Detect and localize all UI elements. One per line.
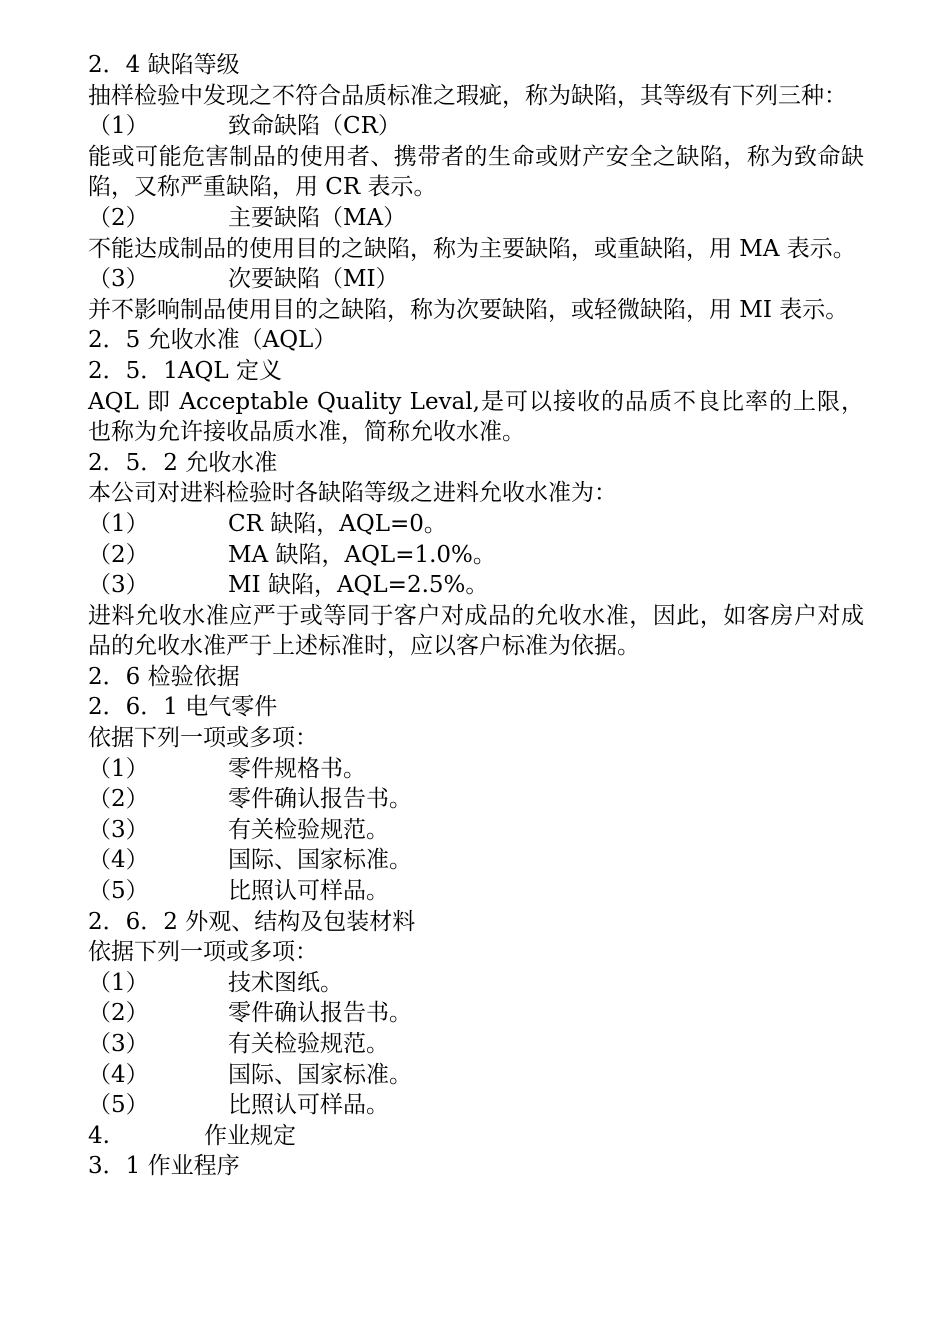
list-item — [88, 1060, 864, 1091]
list-item-number: （5） — [88, 878, 149, 905]
list-item — [88, 998, 864, 1029]
list-item — [88, 968, 864, 999]
list-item-text: 作业规定 — [204, 1122, 296, 1149]
list-item-text: 国际、国家标准。 — [228, 1061, 412, 1088]
list-item-text: 主要缺陷（MA） — [228, 204, 407, 231]
list-item — [88, 540, 864, 571]
text-line: 3．1 作业程序 — [88, 1153, 240, 1180]
paragraph: 能或可能危害制品的使用者、携带者的生命或财产安全之缺陷，称为致命缺陷，又称严重缺陷，用 CR 表示。 — [88, 143, 864, 201]
list-item-number: （4） — [88, 1061, 149, 1088]
list-item-text: 零件规格书。 — [228, 755, 366, 782]
list-item-number: （1） — [88, 969, 149, 996]
list-item-text: 致命缺陷（CR） — [228, 113, 401, 140]
text-line: 2．6 检验依据 — [88, 663, 240, 690]
list-item-number: （2） — [88, 786, 149, 813]
text-line: 依据下列一项或多项： — [88, 725, 318, 752]
paragraph: 进料允收水准应严于或等同于客户对成品的允收水准，因此，如客房户对成品的允收水准严于上述标准时，应以客户标准为依据。 — [88, 602, 864, 660]
text-line: 2．5 允收水准（AQL） — [88, 327, 337, 354]
list-item-number: （3） — [88, 816, 149, 843]
paragraph: 并不影响制品使用目的之缺陷，称为次要缺陷，或轻微缺陷，用 MI 表示。 — [88, 296, 849, 323]
list-item-number: （1） — [88, 510, 149, 537]
list-item — [88, 1029, 864, 1060]
list-item-number: （1） — [88, 755, 149, 782]
list-item — [88, 876, 864, 907]
list-item-number: （2） — [88, 1000, 149, 1027]
list-item-text: MA 缺陷，AQL=1.0%。 — [228, 541, 496, 568]
list-item-number: （5） — [88, 1092, 149, 1119]
list-item — [88, 815, 864, 846]
list-item-text: CR 缺陷，AQL=0。 — [228, 510, 447, 537]
list-item-text: 有关检验规范。 — [228, 816, 389, 843]
list-item-text: 有关检验规范。 — [228, 1031, 389, 1057]
list-item — [88, 264, 864, 295]
list-item-text: MI 缺陷，AQL=2.5%。 — [228, 572, 489, 599]
text-line: 2．5．1AQL 定义 — [88, 357, 282, 384]
list-item — [88, 784, 864, 815]
text-line: 2．6．1 电气零件 — [88, 694, 278, 721]
document-page — [88, 50, 864, 1182]
list-item — [88, 1121, 864, 1152]
text-line: 本公司对进料检验时各缺陷等级之进料允收水准为： — [88, 480, 617, 507]
list-item-text: 零件确认报告书。 — [228, 1000, 412, 1027]
paragraph: 不能达成制品的使用目的之缺陷，称为主要缺陷，或重缺陷，用 MA 表示。 — [88, 235, 856, 262]
list-item — [88, 203, 864, 234]
list-item — [88, 570, 864, 601]
list-item-text: 比照认可样品。 — [228, 878, 389, 905]
list-item-number: （1） — [88, 113, 149, 140]
text-line: 2．6．2 外观、结构及包装材料 — [88, 908, 416, 935]
list-item-text: 次要缺陷（MI） — [228, 266, 399, 293]
list-item-text: 国际、国家标准。 — [228, 847, 412, 874]
list-item — [88, 1090, 864, 1121]
list-item — [88, 754, 864, 785]
text-line: 2．5．2 允收水准 — [88, 449, 278, 476]
list-item-number: （2） — [88, 541, 149, 568]
list-item-number: （2） — [88, 204, 149, 231]
list-item-number: 4. — [88, 1122, 110, 1149]
list-item-text: 比照认可样品。 — [228, 1092, 389, 1119]
list-item-number: （3） — [88, 572, 149, 599]
list-item-number: （4） — [88, 847, 149, 874]
paragraph: AQL 即 Acceptable Quality Leval,是可以接收的品质不良比率的上限，也称为允许接收品质水准，简称允收水准。 — [88, 388, 864, 446]
text-line: 2．4 缺陷等级 — [88, 52, 240, 78]
paragraph: 抽样检验中发现之不符合品质标准之瑕疵，称为缺陷，其等级有下列三种： — [88, 82, 847, 109]
list-item-number: （3） — [88, 266, 149, 293]
list-item-text: 技术图纸。 — [228, 969, 343, 996]
list-item — [88, 509, 864, 540]
list-item — [88, 111, 864, 142]
text-line: 依据下列一项或多项： — [88, 939, 318, 966]
list-item-number: （3） — [88, 1031, 149, 1057]
list-item — [88, 845, 864, 876]
list-item-text: 零件确认报告书。 — [228, 786, 412, 813]
